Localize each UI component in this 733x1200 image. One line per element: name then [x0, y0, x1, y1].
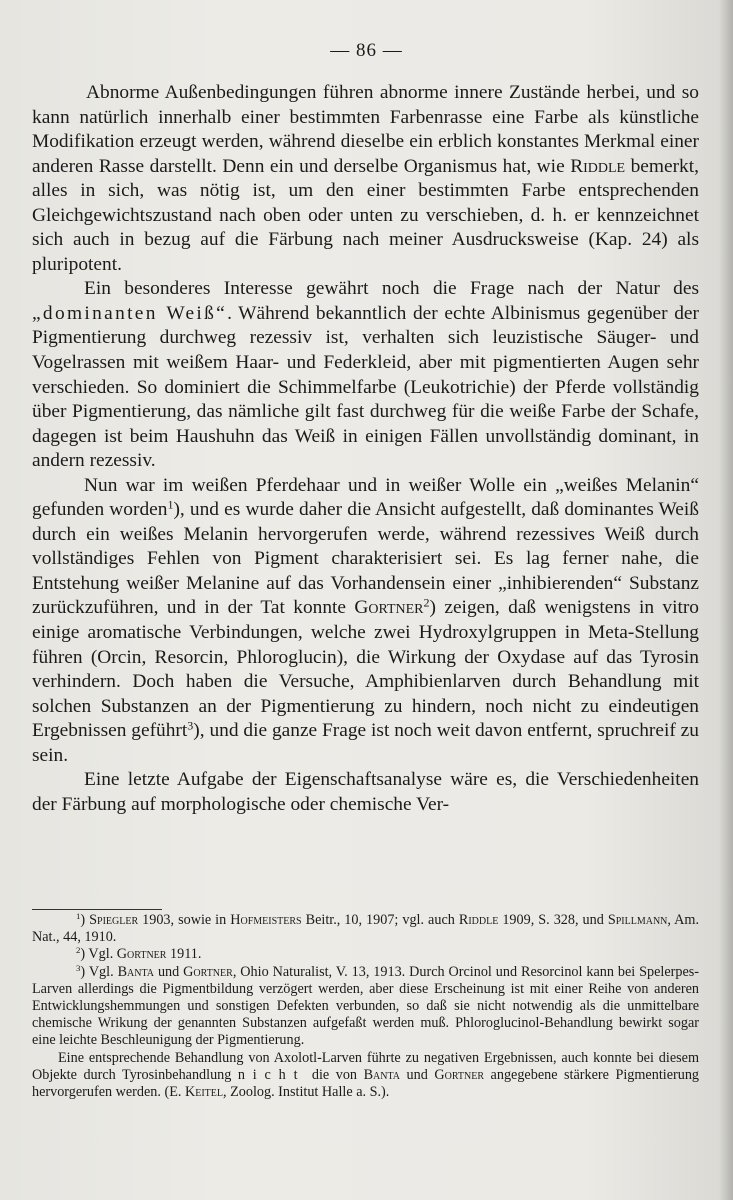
author-name: Gortner	[116, 946, 167, 963]
footnote-3: $^3$) Vgl. Banta und Gortner, Ohio Naturalist, V. 13, 1913. Durch Orcinol und Resorcinol kann bei Spelerpes-Larven allerdings die Pigmentbildung verzögert werden, aber diese Erscheinung ist mit einer Reihe von anderen Entwicklungshemmungen und sonstigen Defekten verbunden, so daß sie nicht notwendig als die unmittelbare chemische Wrikung der genannten Substanzen aufgefaßt werden muß. Phloroglucinol-Behandlung bewirkt sogar eine leichte Beschleunigung der Pigmentierung.	[32, 962, 700, 1049]
text-span: , Zoolog. Institut Halle a. S.).	[223, 1084, 390, 1101]
text-span: bemerkt, alles in sich, was nötig ist, um den einer bestimmten Farbe entsprechenden Gleichgewichtszustand nach oben oder unten zu verschieben, d. h. er kennzeichnet sich auch in bezug auf die Färbung nach meiner Ausdrucksweise (Kap. 24) als pluripotent.	[32, 155, 699, 275]
paragraph-1	[32, 81, 699, 277]
text-span: Eine entsprechende Behandlung von Axolotl-Larven führte zu negativen Ergebnissen, auch konnte bei diesem Objekte durch Tyrosinbehandlung	[32, 1049, 699, 1083]
text-span: , Ohio Naturalist, V. 13, 1913. Durch Orcinol und Resorcinol kann bei Spelerpes-Larven allerdings die Pigmentbildung verzögert werden, aber diese Erscheinung ist mit einer Reihe von anderen Entwicklungshemmungen und sonstigen Defekten verbunden, so daß sie nicht notwendig als die unmittelbare chemische Wrikung der genannten Substanzen aufgefaßt werden muß. Phloroglucinol-Behandlung bewirkt sogar eine leichte Beschleunigung der Pigmentierung.	[32, 963, 700, 1049]
text-span: ) zeigen, daß wenigstens in vitro einige aromatische Verbindungen, welche zwei Hydroxylgruppen in Meta-Stellung führen (Orcin, Resorcin, Phloroglucin), die Wirkung der Oxydase auf das Tyrosin verhindern. Doch haben die Versuche, Amphibienlarven durch Behandlung mit solchen Substanzen an der Pigmentierung zu hindern, noch nicht zu eindeutigen Ergebnissen geführt	[32, 597, 699, 742]
author-name: Spillmann	[607, 912, 668, 928]
text-span: Beitr., 10, 1907; vgl. auch	[301, 912, 459, 928]
text-span: und	[400, 1066, 435, 1083]
emphasis: nicht	[237, 1066, 306, 1083]
author-name: Gortner	[354, 597, 424, 619]
footnotes	[32, 912, 699, 1101]
footnote-mark: 2	[76, 945, 81, 956]
author-name: Hofmeisters	[230, 912, 302, 928]
text-span: und	[154, 963, 184, 980]
footnote-ref: 2	[423, 595, 430, 610]
text-span: 1911.	[166, 946, 202, 963]
text-span: Vgl.	[88, 946, 117, 963]
footnote-separator	[32, 909, 162, 910]
text-span: die von	[305, 1066, 364, 1083]
body-text	[32, 81, 699, 817]
page-spine-shadow	[719, 0, 733, 1200]
text-span: . Während bekanntlich der echte Albinismus gegenüber der Pigmentierung durchweg rezessiv ist, verhalten sich leuzistische Säuger- und Vogelrassen mit weißem Haar- und Federkleid, aber mit pigmentierten Augen sehr verschieden. So dominiert die Schimmelfarbe (Leukotrichie) der Pferde vollständig über Pigmentierung, das nämliche gilt fast durchweg für die weiße Farbe der Schafe, dagegen ist beim Haushuhn das Weiß in einigen Fällen unvollständig dominant, in andern rezessiv.	[32, 302, 699, 472]
author-name: Riddle	[458, 912, 499, 928]
footnote-mark: 3	[76, 962, 81, 973]
author-name: Gortner	[434, 1066, 485, 1083]
text-span: , Am. Nat., 44, 1910.	[32, 912, 700, 946]
author-name: Keitel	[184, 1084, 223, 1101]
footnote-3-continued	[32, 1050, 699, 1102]
text-span: Abnorme Außenbedingungen führen abnorme innere Zustände herbei, und so kann natürlich innerhalb einer bestimmten Farbenrasse eine Farbe als künstliche Modifikation erzeugt werden, während dieselbe ein erblich konstantes Merkmal einer anderen Rasse darstellt. Denn ein und derselbe Organismus hat, wie	[32, 82, 699, 177]
text-span: 1903, sowie in	[138, 912, 231, 928]
footnote-1: $^1$) Spiegler 1903, sowie in Hofmeisters Beitr., 10, 1907; vgl. auch Riddle 1909, S. 328, und Spillmann, Am. Nat., 44, 1910.	[32, 911, 700, 946]
text-span: 1909, S. 328, und	[498, 912, 608, 928]
author-name: Spiegler	[89, 912, 139, 928]
page-number: — 86 —	[330, 40, 403, 61]
paragraph-4	[32, 768, 699, 817]
text-span: ), und es wurde daher die Ansicht aufgestellt, daß dominantes Weiß durch ein weißes Melanin hervorgerufen werde, während rezessives Weiß durch vollständiges Fehlen von Pigment charakterisiert sei. Es lag ferner nahe, die Entstehung weißer Melanine auf das Vorhandensein einer „inhibierenden“ Substanz zurückzuführen, und in der Tat konnte	[32, 499, 699, 619]
footnote-mark: 1	[76, 911, 81, 922]
text-span: Nun war im weißen Pferdehaar und in weißer Wolle ein „weißes Melanin“ gefunden worden	[32, 474, 699, 521]
text-span: Ein besonderes Interesse gewährt noch die Frage nach der Natur des	[84, 278, 699, 300]
text-span: ), und die ganze Frage ist noch weit davon entfernt, spruchreif zu sein.	[32, 720, 699, 766]
emphasis: „dominanten Weiß“	[32, 302, 228, 324]
footnote-ref: 1	[167, 497, 174, 512]
footnote-2: $^2$) Vgl. Gortner 1911.	[76, 945, 202, 963]
text-span: angegebene stärkere Pigmentierung hervorgerufen werden. (E.	[32, 1066, 700, 1101]
paragraph-2	[32, 277, 699, 473]
author-name: Gortner	[183, 963, 233, 980]
footnote-ref: 3	[187, 718, 194, 733]
text-span: Vgl.	[88, 963, 118, 980]
paragraph-3	[32, 474, 699, 769]
author-name: Banta	[117, 963, 155, 980]
text-span: Eine letzte Aufgabe der Eigenschaftsanalyse wäre es, die Verschiedenheiten der Färbung auf morphologische oder chemische Ver-	[32, 769, 699, 815]
author-name: Banta	[363, 1066, 400, 1083]
author-name: Riddle	[570, 155, 626, 177]
